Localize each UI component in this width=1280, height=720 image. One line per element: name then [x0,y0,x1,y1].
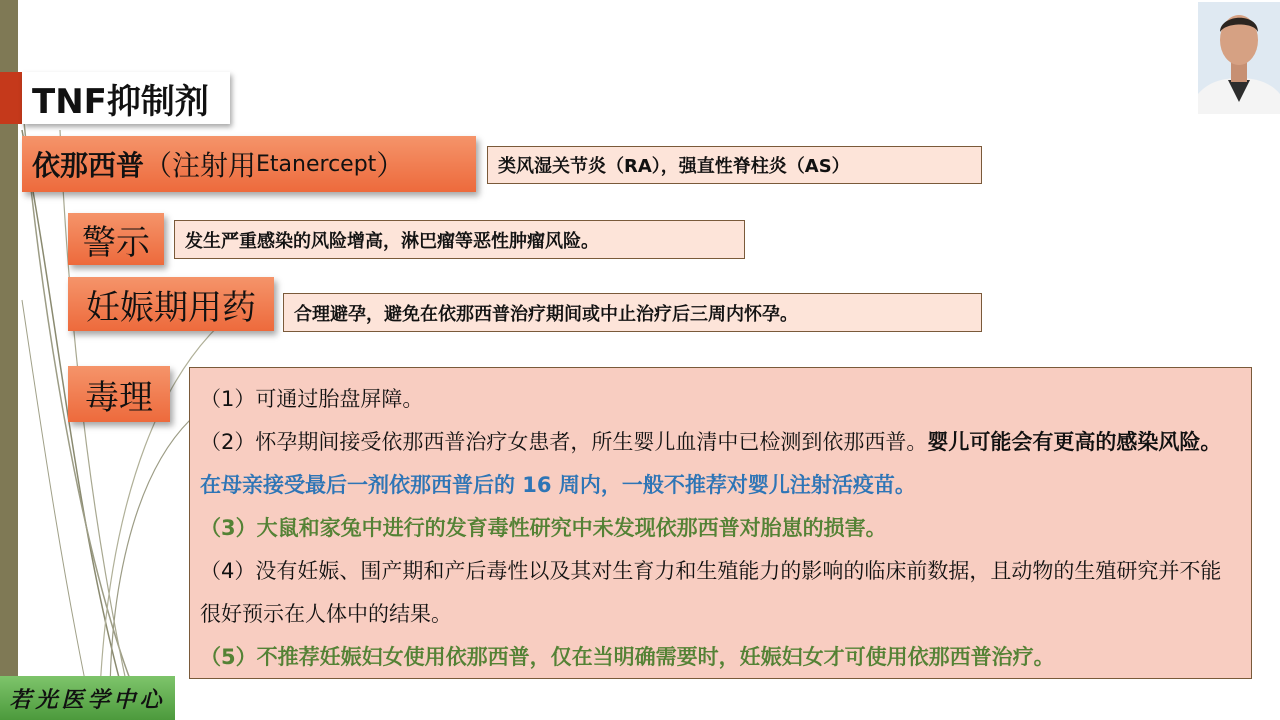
slide-title [0,72,230,124]
tox-item-4: （4）没有妊娠、围产期和产后毒性以及其对生育力和生殖能力的影响的临床前数据，且动物的生殖研究并不能很好预示在人体中的结果。 [200,559,1222,626]
tox-item-5: （5）不推荐妊娠妇女使用依那西普，仅在当明确需要时，妊娠妇女才可使用依那西普治疗。 [200,645,1055,669]
indications-box: 类风湿关节炎（RA），强直性脊柱炎（AS） [487,146,982,184]
title-text: TNF抑制剂 [22,72,230,124]
warning-label: 警示 [68,213,164,265]
tox-item-3: （3）大鼠和家兔中进行的发育毒性研究中未发现依那西普对胎崽的损害。 [200,516,887,540]
tox-item-2-blue: 在母亲接受最后一剂依那西普后的 16 周内，一般不推荐对婴儿注射活疫苗。 [200,473,916,497]
drug-paren-open: （注射用 [144,149,257,182]
presenter-avatar [1198,2,1280,114]
presenter-photo-icon [1198,2,1280,114]
drug-english-name: Etanercept [256,151,377,177]
warning-text: 发生严重感染的风险增高，淋巴瘤等恶性肿瘤风险。 [174,220,745,259]
center-logo: 若光医学中心 [0,676,175,720]
tox-item-1: （1）可通过胎盘屏障。 [200,387,424,411]
title-accent-bar [0,72,22,124]
drug-name-banner [22,136,476,192]
tox-item-2-text: （2）怀孕期间接受依那西普治疗女患者，所生婴儿血清中已检测到依那西普。 [200,430,928,454]
toxicology-label: 毒理 [68,366,170,422]
drug-paren-close: ） [376,149,405,182]
pregnancy-label: 妊娠期用药 [68,277,274,331]
pregnancy-text: 合理避孕，避免在依那西普治疗期间或中止治疗后三周内怀孕。 [283,293,982,332]
tox-item-2-bold: 婴儿可能会有更高的感染风险。 [927,430,1222,454]
tox-item-2 [200,421,1233,507]
drug-name: 依那西普 [32,149,145,182]
toxicology-box [189,367,1252,679]
